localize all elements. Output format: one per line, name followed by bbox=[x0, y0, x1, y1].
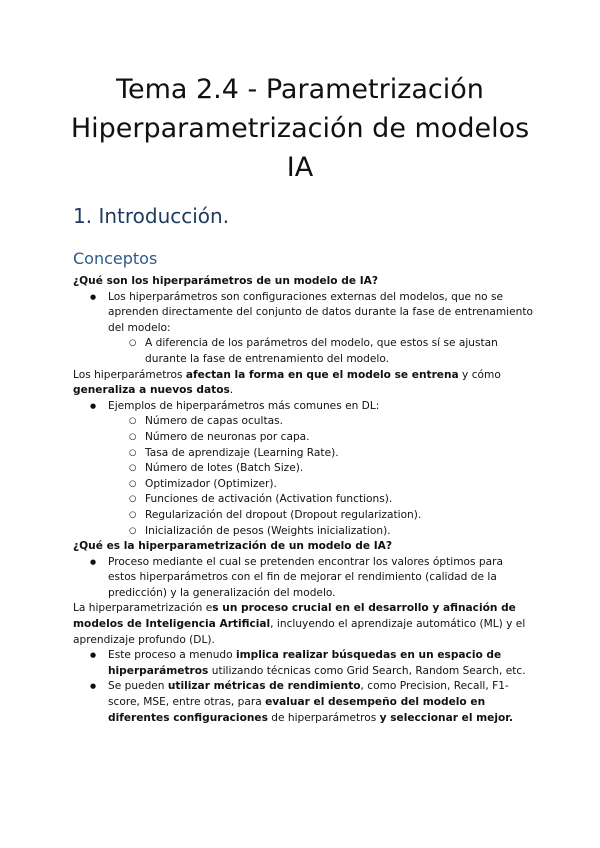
list-item: ● Proceso mediante el cual se pretenden encontrar los valores óptimos para estos hiperparámetros con el fin de mejorar el rendimiento (calidad de la predicción) y la generalización del modelo. bbox=[73, 555, 533, 602]
list-item: ● Este proceso a menudo implica realizar búsquedas en un espacio de hiperparámetros utilizando técnicas como Grid Search, Random Search, etc. bbox=[73, 648, 533, 679]
bullet-list bbox=[73, 290, 533, 368]
question-2: ¿Qué es la hiperparametrización de un modelo de IA? bbox=[73, 540, 393, 553]
example-item: ○ Optimizador (Optimizer). bbox=[73, 477, 533, 493]
list-item: ● Ejemplos de hiperparámetros más comunes en DL: bbox=[73, 399, 533, 415]
sub-bullet-list bbox=[108, 336, 533, 367]
bullet-list bbox=[73, 648, 533, 726]
title-line-1: Tema 2.4 - Parametrización bbox=[116, 74, 484, 105]
example-item: ○ Inicialización de pesos (Weights inicialization). bbox=[73, 524, 533, 540]
example-item: ○ Regularización del dropout (Dropout regularization). bbox=[73, 508, 533, 524]
list-item: ● Los hiperparámetros son configuraciones externas del modelos, que no se aprenden directamente del conjunto de datos durante la fase de entrenamiento del modelo: ○ A diferencia de los parámetros del modelo, que estos sí se ajustan durante la fase de entrenamiento del modelo. bbox=[73, 290, 533, 368]
subsection-heading-conceptos: Conceptos bbox=[73, 249, 158, 268]
bullet-list bbox=[73, 555, 533, 602]
example-item: ○ Número de capas ocultas. bbox=[73, 414, 533, 430]
example-item: ○ Tasa de aprendizaje (Learning Rate). bbox=[73, 446, 533, 462]
content-body bbox=[73, 274, 533, 726]
bullet-list bbox=[73, 399, 533, 415]
paragraph: Los hiperparámetros afectan la forma en que el modelo se entrena y cómo generaliza a nuevos datos. bbox=[73, 368, 501, 397]
example-item: ○ Número de lotes (Batch Size). bbox=[73, 461, 533, 477]
question-1: ¿Qué son los hiperparámetros de un modelo de IA? bbox=[73, 275, 378, 287]
example-item: ○ Número de neuronas por capa. bbox=[73, 430, 533, 446]
sub-list-item: ○ A diferencia de los parámetros del modelo, que estos sí se ajustan durante la fase de entrenamiento del modelo. bbox=[108, 336, 533, 367]
section-heading-introduccion: 1. Introducción. bbox=[73, 204, 230, 228]
example-item: ○ Funciones de activación (Activation functions). bbox=[73, 492, 533, 508]
title-line-3: IA bbox=[286, 152, 314, 183]
title-line-2: Hiperparametrización de modelos bbox=[70, 113, 530, 144]
list-item: ● Se pueden utilizar métricas de rendimiento, como Precision, Recall, F1-score, MSE, entre otras, para evaluar el desempeño del modelo en diferentes configuraciones de hiperparámetros y seleccionar el mejor. bbox=[73, 679, 533, 726]
examples-list bbox=[73, 414, 533, 539]
document-title bbox=[40, 70, 560, 187]
paragraph: aprendizaje profundo (DL). bbox=[73, 633, 215, 646]
paragraph: La hiperparametrización es un proceso crucial en el desarrollo y afinación de modelos de Inteligencia Artificial, incluyendo el aprendizaje automático (ML) y el bbox=[73, 602, 526, 631]
